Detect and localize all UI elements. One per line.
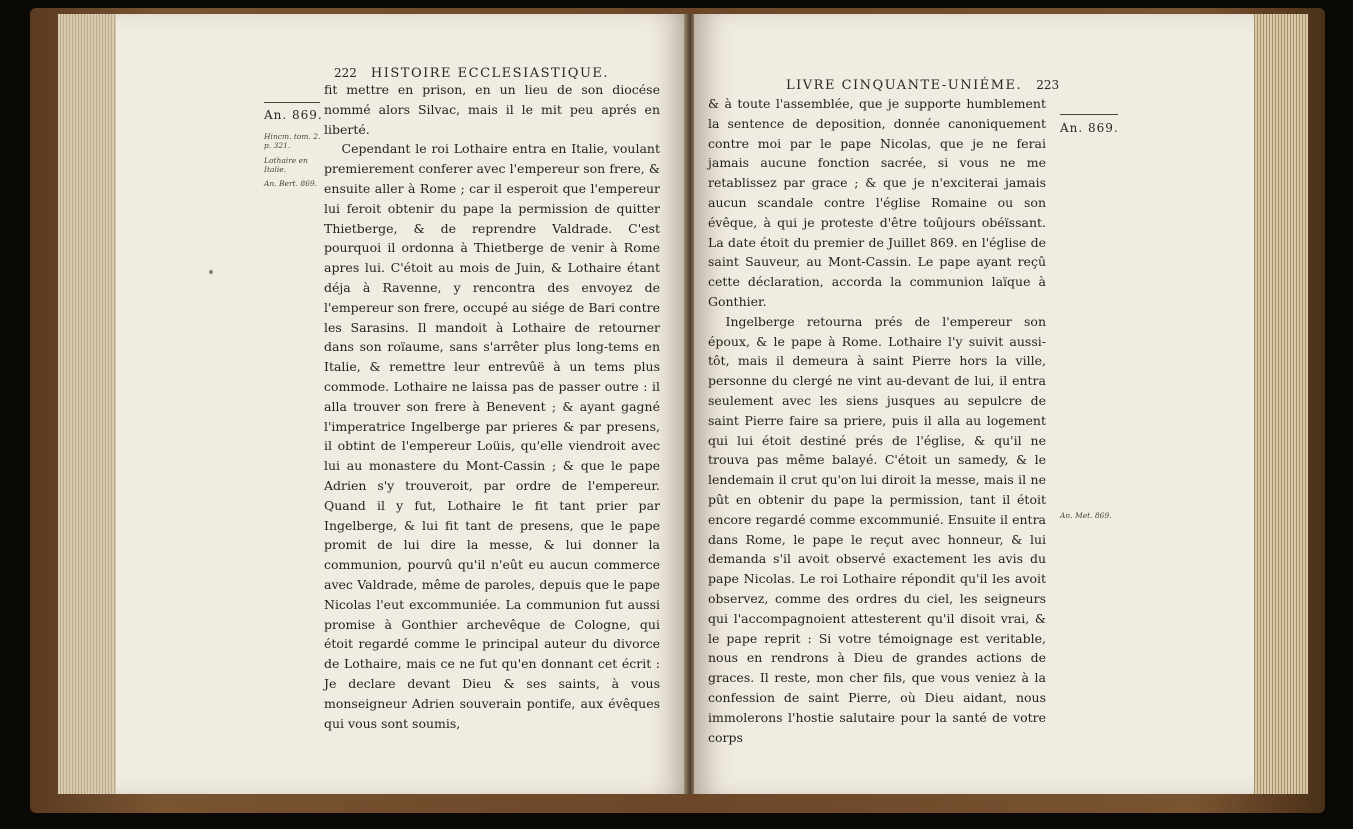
left-page — [116, 14, 686, 794]
right-page-number: 223 — [1036, 78, 1060, 92]
right-margin-year: An. 869. — [1060, 121, 1119, 135]
left-margin-note: Lothaire en Italie. — [264, 156, 308, 174]
paper-spot — [209, 270, 213, 274]
left-margin-note: An. Bert. 869. — [264, 179, 318, 188]
paragraph: & à toute l'assemblée, que je supporte humblement la sentence de deposition, donnée canoniquement contre moi par le pape Nicolas, que je ne ferai jamais aucune fonction sacrée, si vous ne me retablissez par grace ; & que je n'exciterai jamais aucun scandale contre l'église Romaine ou son évêque, à qui je proteste d'être toûjours obéïssant. La date étoit du premier de Juillet 869. en l'église de saint Sauveur, au Mont-Cassin. Le pape ayant reçû cette déclaration, accorda la communion laïque à Gonthier. — [708, 96, 1046, 309]
paragraph: Ingelberge retourna prés de l'empereur son époux, & le pape à Rome. Lothaire l'y suivit aussi-tôt, mais il demeura à saint Pierre hors la ville, personne du clergé ne vint au-devant de lui, il entra seulement avec les siens jusques au sepulcre de saint Pierre faire sa priere, puis il alla au logement qui lui étoit destiné prés de l'église, & qu'il ne trouva pas même balayé. C'étoit un samedy, & le lendemain il crut qu'on lui diroit la messe, mais il ne pût en obtenir du pape la permission, tant il étoit encore regardé comme excommunié. Ensuite il entra dans Rome, le pape le reçut avec honneur, & lui demanda s'il avoit observé exactement les avis du pape Nicolas. Le roi Lothaire répondit qu'il les avoit observez, comme des ordres du ciel, les seigneurs qui l'accompagnoient attesterent qu'il disoit vrai, & le pape reprit : Si votre témoignage est veritable, nous en rendrons à Dieu de grandes actions de graces. Il reste, mon cher fils, que vous veniez à la confession de saint Pierre, où Dieu aidant, nous immolerons l'hostie salutaire pour la santé de votre corps — [708, 313, 1046, 745]
right-margin-rule — [1060, 114, 1118, 115]
left-body-text — [324, 80, 660, 733]
left-header-title: HISTOIRE ECCLESIASTIQUE. — [370, 66, 610, 81]
left-page-edges — [58, 14, 118, 794]
left-page-number: 222 — [334, 66, 357, 80]
right-page — [694, 14, 1254, 794]
right-body-text — [708, 94, 1046, 747]
left-margin-year: An. 869. — [264, 108, 323, 122]
left-running-head — [334, 66, 609, 81]
left-margin-rule — [264, 102, 320, 103]
right-running-head — [786, 78, 1059, 93]
paragraph: Cependant le roi Lothaire entra en Italie, voulant premierement conferer avec l'empereur son frere, & ensuite aller à Rome ; car il esperoit que l'empereur lui feroit obtenir du pape la permission de quitter Thietberge, & de reprendre Valdrade. C'est pourquoi il ordonna à Thietberge de venir à Rome apres lui. C'étoit au mois de Juin, & Lothaire étant déja à Ravenne, y rencontra des envoyez de l'empereur son frere, occupé au siége de Bari contre les Sarasins. Il mandoit à Lothaire de retourner dans son roïaume, sans s'arrêter plus long-tems en Italie, & remettre leur entrevûë à un tems plus commode. Lothaire ne laissa pas de passer outre : il alla trouver son frere à Benevent ; & ayant gagné l'imperatrice Ingelberge par prieres & par presens, il obtint de l'empereur Loüis, qu'elle viendroit avec lui au monastere du Mont-Cassin ; & que le pape Adrien s'y trouveroit, par ordre de l'empereur. Quand il y fut, Lothaire le fit tant prier par Ingelberge, & lui fit tant de presens, que le pape promit de lui dire la messe, & lui donner la communion, pourvû qu'il n'eût eu aucun commerce avec Valdrade, même de paroles, depuis que le pape Nicolas l'eut excommuniée. La communion fut aussi promise à Gonthier archevêque de Cologne, qui étoit regardé comme le principal auteur du divorce de Lothaire, mais ce ne fut qu'en donnant cet écrit : Je declare devant Dieu & ses saints, à vous monseigneur Adrien souverain pontife, aux évêques qui vous sont soumis, — [324, 141, 660, 731]
right-header-title: LIVRE CINQUANTE-UNIÉME. — [786, 78, 1023, 93]
right-margin-note: An. Met. 869. — [1060, 511, 1112, 520]
right-page-edges — [1252, 14, 1308, 794]
paragraph: fit mettre en prison, en un lieu de son diocése nommé alors Silvac, mais il le mit peu aprés en liberté. — [324, 82, 660, 137]
left-margin-note: Hincm. tom. 2. p. 321. — [264, 132, 321, 150]
